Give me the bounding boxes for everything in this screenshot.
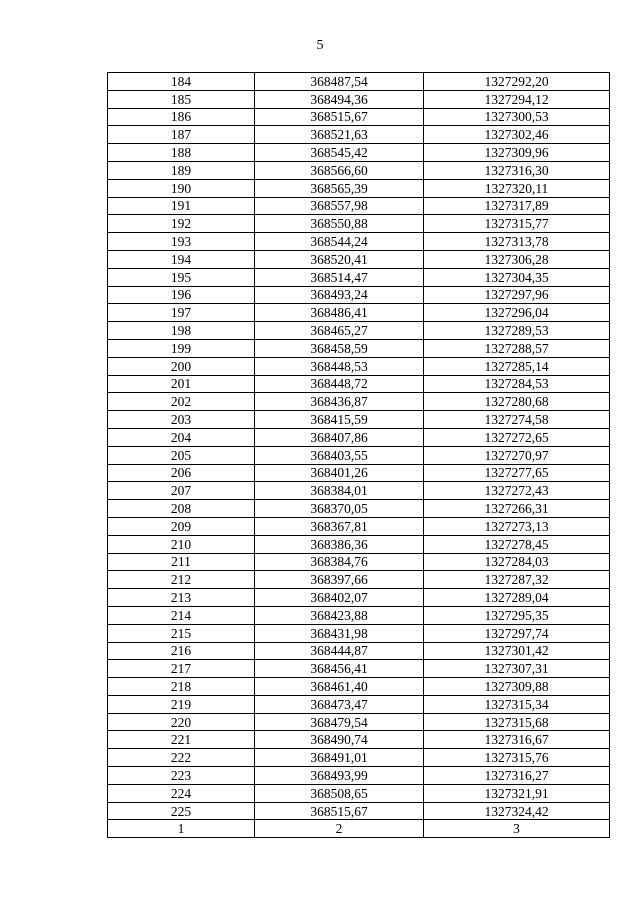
y-coordinate-cell: 1327296,04 [424, 304, 610, 322]
point-number-cell: 213 [108, 589, 255, 607]
x-coordinate-cell: 368465,27 [255, 322, 424, 340]
table-row [108, 215, 610, 233]
point-number-cell: 223 [108, 767, 255, 785]
table-row [108, 304, 610, 322]
x-coordinate-cell: 368490,74 [255, 731, 424, 749]
point-number-cell: 207 [108, 482, 255, 500]
x-coordinate-cell: 368557,98 [255, 197, 424, 215]
table-row [108, 179, 610, 197]
x-coordinate-cell: 368407,86 [255, 428, 424, 446]
y-coordinate-cell: 1327274,58 [424, 411, 610, 429]
y-coordinate-cell: 1327285,14 [424, 357, 610, 375]
point-number-cell: 191 [108, 197, 255, 215]
column-number-cell: 1 [108, 820, 255, 838]
y-coordinate-cell: 1327317,89 [424, 197, 610, 215]
table-row [108, 731, 610, 749]
x-coordinate-cell: 368415,59 [255, 411, 424, 429]
y-coordinate-cell: 1327321,91 [424, 784, 610, 802]
point-number-cell: 221 [108, 731, 255, 749]
y-coordinate-cell: 1327295,35 [424, 606, 610, 624]
x-coordinate-cell: 368515,67 [255, 108, 424, 126]
table-row [108, 90, 610, 108]
point-number-cell: 206 [108, 464, 255, 482]
point-number-cell: 211 [108, 553, 255, 571]
x-coordinate-cell: 368508,65 [255, 784, 424, 802]
y-coordinate-cell: 1327284,53 [424, 375, 610, 393]
y-coordinate-cell: 1327301,42 [424, 642, 610, 660]
y-coordinate-cell: 1327294,12 [424, 90, 610, 108]
page-number: 5 [316, 38, 324, 53]
point-number-cell: 225 [108, 802, 255, 820]
x-coordinate-cell: 368520,41 [255, 250, 424, 268]
point-number-cell: 205 [108, 446, 255, 464]
table-row [108, 589, 610, 607]
y-coordinate-cell: 1327288,57 [424, 339, 610, 357]
y-coordinate-cell: 1327304,35 [424, 268, 610, 286]
coordinates-table-body [108, 73, 610, 838]
y-coordinate-cell: 1327315,76 [424, 749, 610, 767]
table-row [108, 161, 610, 179]
x-coordinate-cell: 368544,24 [255, 233, 424, 251]
point-number-cell: 202 [108, 393, 255, 411]
y-coordinate-cell: 1327273,13 [424, 517, 610, 535]
point-number-cell: 194 [108, 250, 255, 268]
point-number-cell: 222 [108, 749, 255, 767]
point-number-cell: 184 [108, 73, 255, 91]
point-number-cell: 210 [108, 535, 255, 553]
y-coordinate-cell: 1327292,20 [424, 73, 610, 91]
y-coordinate-cell: 1327272,43 [424, 482, 610, 500]
table-row [108, 446, 610, 464]
y-coordinate-cell: 1327316,30 [424, 161, 610, 179]
point-number-cell: 186 [108, 108, 255, 126]
table-row [108, 624, 610, 642]
y-coordinate-cell: 1327266,31 [424, 500, 610, 518]
point-number-cell: 212 [108, 571, 255, 589]
y-coordinate-cell: 1327280,68 [424, 393, 610, 411]
y-coordinate-cell: 1327272,65 [424, 428, 610, 446]
x-coordinate-cell: 368486,41 [255, 304, 424, 322]
x-coordinate-cell: 368493,24 [255, 286, 424, 304]
y-coordinate-cell: 1327297,74 [424, 624, 610, 642]
x-coordinate-cell: 368521,63 [255, 126, 424, 144]
table-row [108, 250, 610, 268]
x-coordinate-cell: 368515,67 [255, 802, 424, 820]
point-number-cell: 204 [108, 428, 255, 446]
y-coordinate-cell: 1327316,27 [424, 767, 610, 785]
point-number-cell: 217 [108, 660, 255, 678]
table-row [108, 73, 610, 91]
x-coordinate-cell: 368370,05 [255, 500, 424, 518]
x-coordinate-cell: 368545,42 [255, 144, 424, 162]
y-coordinate-cell: 1327315,34 [424, 695, 610, 713]
table-row [108, 322, 610, 340]
x-coordinate-cell: 368456,41 [255, 660, 424, 678]
x-coordinate-cell: 368448,72 [255, 375, 424, 393]
column-number-cell: 3 [424, 820, 610, 838]
x-coordinate-cell: 368367,81 [255, 517, 424, 535]
x-coordinate-cell: 368384,76 [255, 553, 424, 571]
y-coordinate-cell: 1327309,88 [424, 678, 610, 696]
table-row [108, 517, 610, 535]
point-number-cell: 220 [108, 713, 255, 731]
table-row [108, 268, 610, 286]
column-number-cell: 2 [255, 820, 424, 838]
table-row [108, 535, 610, 553]
y-coordinate-cell: 1327278,45 [424, 535, 610, 553]
point-number-cell: 195 [108, 268, 255, 286]
x-coordinate-cell: 368397,66 [255, 571, 424, 589]
x-coordinate-cell: 368436,87 [255, 393, 424, 411]
table-row [108, 286, 610, 304]
y-coordinate-cell: 1327307,31 [424, 660, 610, 678]
y-coordinate-cell: 1327316,67 [424, 731, 610, 749]
x-coordinate-cell: 368461,40 [255, 678, 424, 696]
x-coordinate-cell: 368401,26 [255, 464, 424, 482]
x-coordinate-cell: 368491,01 [255, 749, 424, 767]
x-coordinate-cell: 368402,07 [255, 589, 424, 607]
table-row [108, 428, 610, 446]
y-coordinate-cell: 1327277,65 [424, 464, 610, 482]
point-number-cell: 224 [108, 784, 255, 802]
point-number-cell: 216 [108, 642, 255, 660]
point-number-cell: 198 [108, 322, 255, 340]
x-coordinate-cell: 368565,39 [255, 179, 424, 197]
table-row [108, 695, 610, 713]
point-number-cell: 197 [108, 304, 255, 322]
point-number-cell: 189 [108, 161, 255, 179]
point-number-cell: 215 [108, 624, 255, 642]
table-row [108, 802, 610, 820]
table-row [108, 464, 610, 482]
table-row [108, 197, 610, 215]
x-coordinate-cell: 368566,60 [255, 161, 424, 179]
table-row [108, 375, 610, 393]
table-row [108, 144, 610, 162]
x-coordinate-cell: 368444,87 [255, 642, 424, 660]
x-coordinate-cell: 368386,36 [255, 535, 424, 553]
y-coordinate-cell: 1327324,42 [424, 802, 610, 820]
x-coordinate-cell: 368479,54 [255, 713, 424, 731]
point-number-cell: 192 [108, 215, 255, 233]
point-number-cell: 187 [108, 126, 255, 144]
y-coordinate-cell: 1327320,11 [424, 179, 610, 197]
table-row [108, 233, 610, 251]
x-coordinate-cell: 368384,01 [255, 482, 424, 500]
table-row [108, 660, 610, 678]
table-row [108, 553, 610, 571]
y-coordinate-cell: 1327300,53 [424, 108, 610, 126]
y-coordinate-cell: 1327306,28 [424, 250, 610, 268]
point-number-cell: 188 [108, 144, 255, 162]
x-coordinate-cell: 368473,47 [255, 695, 424, 713]
point-number-cell: 190 [108, 179, 255, 197]
table-row [108, 749, 610, 767]
table-row [108, 339, 610, 357]
point-number-cell: 201 [108, 375, 255, 393]
table-row [108, 108, 610, 126]
x-coordinate-cell: 368458,59 [255, 339, 424, 357]
y-coordinate-cell: 1327315,68 [424, 713, 610, 731]
table-row [108, 678, 610, 696]
table-row [108, 126, 610, 144]
x-coordinate-cell: 368431,98 [255, 624, 424, 642]
point-number-cell: 209 [108, 517, 255, 535]
x-coordinate-cell: 368403,55 [255, 446, 424, 464]
table-row [108, 713, 610, 731]
point-number-cell: 196 [108, 286, 255, 304]
x-coordinate-cell: 368494,36 [255, 90, 424, 108]
point-number-cell: 218 [108, 678, 255, 696]
point-number-cell: 203 [108, 411, 255, 429]
x-coordinate-cell: 368493,99 [255, 767, 424, 785]
y-coordinate-cell: 1327289,53 [424, 322, 610, 340]
y-coordinate-cell: 1327297,96 [424, 286, 610, 304]
y-coordinate-cell: 1327289,04 [424, 589, 610, 607]
x-coordinate-cell: 368423,88 [255, 606, 424, 624]
point-number-cell: 214 [108, 606, 255, 624]
x-coordinate-cell: 368487,54 [255, 73, 424, 91]
y-coordinate-cell: 1327270,97 [424, 446, 610, 464]
table-row [108, 357, 610, 375]
point-number-cell: 193 [108, 233, 255, 251]
y-coordinate-cell: 1327287,32 [424, 571, 610, 589]
point-number-cell: 200 [108, 357, 255, 375]
table-row [108, 606, 610, 624]
point-number-cell: 199 [108, 339, 255, 357]
table-row [108, 411, 610, 429]
table-row [108, 571, 610, 589]
column-number-row [108, 820, 610, 838]
x-coordinate-cell: 368514,47 [255, 268, 424, 286]
table-row [108, 500, 610, 518]
y-coordinate-cell: 1327315,77 [424, 215, 610, 233]
x-coordinate-cell: 368448,53 [255, 357, 424, 375]
y-coordinate-cell: 1327313,78 [424, 233, 610, 251]
x-coordinate-cell: 368550,88 [255, 215, 424, 233]
y-coordinate-cell: 1327309,96 [424, 144, 610, 162]
point-number-cell: 185 [108, 90, 255, 108]
table-row [108, 393, 610, 411]
point-number-cell: 219 [108, 695, 255, 713]
table-row [108, 482, 610, 500]
y-coordinate-cell: 1327284,03 [424, 553, 610, 571]
table-row [108, 642, 610, 660]
point-number-cell: 208 [108, 500, 255, 518]
table-row [108, 767, 610, 785]
table-row [108, 784, 610, 802]
y-coordinate-cell: 1327302,46 [424, 126, 610, 144]
coordinates-table [107, 72, 610, 838]
